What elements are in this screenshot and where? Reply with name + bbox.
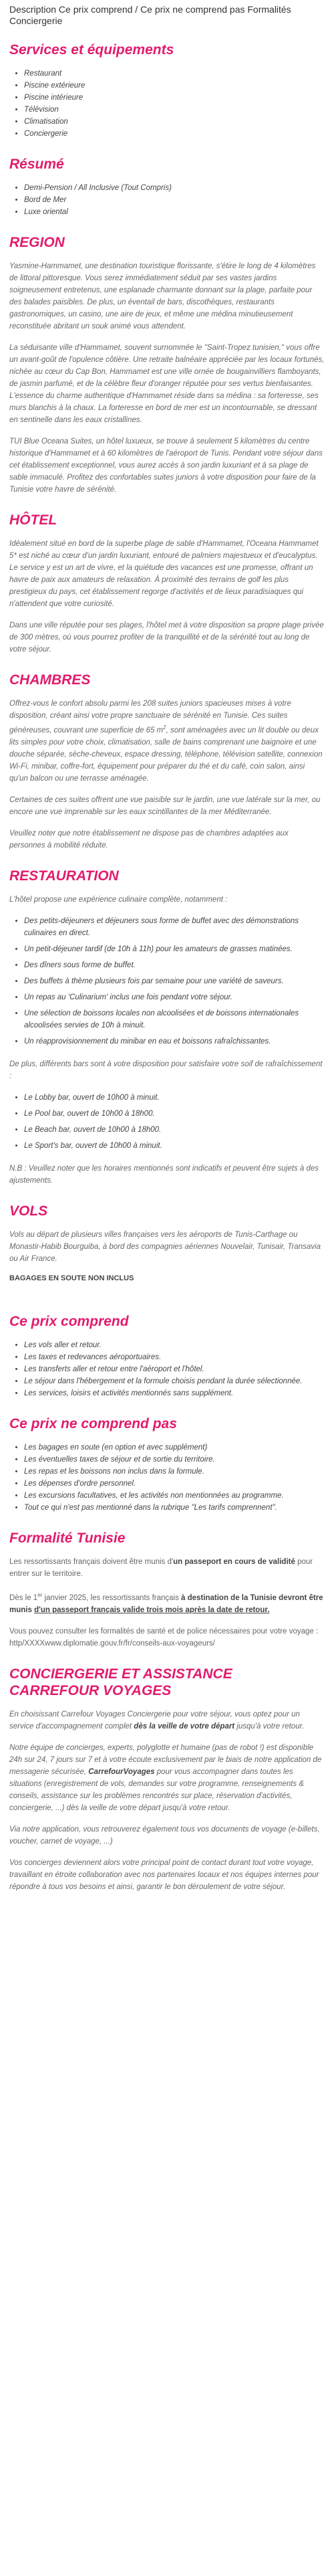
list-item: • Les taxes et redevances aéroportuaires. [24,1351,325,1363]
bars-intro: De plus, différents bars sont à votre disposition pour satisfaire votre soif de rafraîchissement : [9,1060,323,1080]
vols-paragraph: Vols au départ de plusieurs villes françaises vers les aéroports de Tunis-Carthage ou Monastir-Habib Bourguiba, à bord des compagnies aériennes Nouvelair, Tunisair, Transavia ou Air France. [9,1230,321,1263]
list-item: • Restaurant [24,68,325,80]
text-span: , sont aménagées avec un lit double ou deux lits simples pour votre choix, climatisation, salle de bains comprenant une baignoire et une douche séparée, sèche-cheveux, espace dressing, téléphone, télévision satellite, connexion Wi-Fi, minibar, coffre-fort, équipement pour préparer du thé et du café, coin salon, ainsi qu'un balcon ou une terrasse aménagée. [9,726,323,783]
bars-list [9,1092,325,1152]
ne-comprend-title: Ce prix ne comprend pas [9,1415,177,1431]
formalite-paragraph [9,1556,325,1580]
text-span: Offrez-vous le confort absolu parmi les 208 suites juniors spacieuses mises à votre disposition, créant ainsi votre propre sanctuaire de sérénité en Tunisie. Ces suites généreuses, couvrant une superficie de 65 m [9,700,291,734]
chambres-title: CHAMBRES [9,672,91,688]
conciergerie-paragraph: Via notre application, vous retrouverez également tous vos documents de voyage (e-billets, voucher, carnet de voyage, ...) [9,1825,320,1846]
formalite-paragraph [9,1589,325,1616]
baggage-note: BAGAGES EN SOUTE NON INCLUS [9,1274,134,1282]
resume-list [9,182,325,218]
list-item: • Des buffets à thème plusieurs fois par semaine pour une variété de saveurs. [24,975,325,987]
resume-section [9,156,325,218]
region-paragraph: TUI Blue Oceana Suites, un hôtel luxueux, se trouve à seulement 5 kilomètres du centre historique d'Hammamet et à 60 kilomètres de l'aéroport de Tunis. Pendant votre séjour dans cet établissement exceptionnel, vous aurez accès à son jardin luxuriant et à sa plage de sable immaculé. Profitez des confortables suites juniors à votre disposition pour faire de la Tunisie votre havre de sérénité. [9,437,323,494]
comprend-section [9,1313,325,1399]
superscript: 2 [163,724,166,730]
list-item: • Des dîners sous forme de buffet. [24,959,325,971]
comprend-list [9,1339,325,1399]
text-span: Notre équipe de concierges, experts, polyglotte et humaine (pas de robot !) est disponible 24h sur 24, 7 jours sur 7 et à votre écoute exclusivement par le biais de notre application de messagerie sécurisée, [9,1743,322,1776]
list-item: • Les dépenses d'ordre personnel. [24,1478,325,1490]
formalite-section [9,1530,325,1650]
services-title: Services et équipements [9,42,174,58]
list-item: • Tout ce qui n'est pas mentionné dans la rubrique "Les tarifs comprennent". [24,1502,325,1514]
list-item: • Une sélection de boissons locales non alcoolisées et de boissons internationales alcoolisées servies de 10h à minuit. [24,1007,325,1031]
list-item: • Le séjour dans l'hébergement et la formule choisis pendant la durée sélectionnée. [24,1375,325,1387]
list-item: • Les bagages en soute (en option et avec supplément) [24,1442,325,1454]
chambres-paragraph: Veuillez noter que notre établissement ne dispose pas de chambres adaptées aux personnes à mobilité réduite. [9,829,289,850]
resume-title: Résumé [9,157,64,172]
list-item: • Luxe oriental [24,206,325,218]
hotel-paragraph: Idéalement situé en bord de la superbe plage de sable d'Hammamet, l'Oceana Hammamet 5* est niché au cœur d'un jardin luxuriant, entouré de palmiers majestueux et d'eucalyptus. Le service y est un art de vivre, et la quiétude des vacances est une promesse, offrant un havre de paix aux amateurs de relaxation. À proximité des terrains de golf les plus prestigieux du pays, cet établissement regorge d'activités et de lieux paradisiaques qui n'attendent que votre curiosité. [9,540,319,608]
hotel-section [9,512,325,656]
text-span: pour vous accompagner dans toutes les situations (enregistrement de vols, demandes sur votre programme, renseignements & conseils, assistance sur les problèmes rencontrés sur place, réservation d'activités, conciergerie, ...) dès la veille de votre départ jusqu'à votre retour. [9,1767,305,1812]
list-item: • Les repas et les boissons non inclus dans la formule. [24,1466,325,1478]
conciergerie-paragraph [9,1708,325,1732]
text-span: janvier 2025, les ressortissants français [42,1593,182,1602]
ne-comprend-section [9,1415,325,1514]
list-item: • Climatisation [24,116,325,128]
list-item: • Piscine extérieure [24,80,325,92]
list-item: • Bord de Mer [24,194,325,206]
chambres-paragraph: Certaines de ces suites offrent une vue paisible sur le jardin, une vue latérale sur la mer, ou encore une vue imprenable sur les eaux scintillantes de la mer Méditerranée. [9,795,321,816]
list-item: • Le Sport's bar, ouvert de 10h00 à minuit. [24,1140,325,1152]
list-item: • Les vols aller et retour. [24,1339,325,1351]
restauration-note: N.B : Veuillez noter que les horaires mentionnés sont indicatifs et peuvent être sujets à des ajustements. [9,1164,319,1185]
text-span: jusqu'à votre retour. [234,1722,305,1730]
services-list [9,68,325,140]
services-section [9,41,325,140]
superscript: er [37,1591,43,1598]
bold-text: dès la veille de votre départ [134,1722,235,1730]
restauration-list [9,915,325,1048]
formalite-title: Formalité Tunisie [9,1530,126,1546]
text-span: Dès le 1 [9,1593,38,1602]
list-item: • Les transferts aller et retour entre l'aéroport et l'hôtel. [24,1363,325,1375]
tab-summary-line: Description Ce prix comprend / Ce prix ne comprend pas Formalités Conciergerie [9,4,291,26]
bold-text: un passeport en cours de validité [173,1557,295,1566]
bold-underlined-text: d'un passeport français valide trois mois après la date de retour. [34,1605,270,1614]
bold-text: à destination de la Tunisie devront être munis [9,1593,323,1614]
list-item: • Les éventuelles taxes de séjour et de sortie du territoire. [24,1454,325,1466]
conciergerie-title: CONCIERGERIE ET ASSISTANCE CARREFOUR VOYAGES [9,1666,232,1698]
region-title: REGION [9,235,65,250]
list-item: • Un petit-déjeuner tardif (de 10h à 11h) pour les amateurs de grasses matinées. [24,943,325,955]
list-item: • Télévision [24,104,325,116]
list-item: • Conciergerie [24,128,325,140]
list-item: • Un repas au 'Culinarium' inclus une fois pendant votre séjour. [24,991,325,1003]
conciergerie-paragraph: Vos concierges deviennent alors votre principal point de contact durant tout votre voyage, travaillant en étroite collaboration avec nos partenaires locaux et nos équipes internes pour répondre à tous vos besoins et ainsi, garantir le bon déroulement de votre séjour. [9,1858,319,1891]
list-item: • Le Lobby bar, ouvert de 10h00 à minuit. [24,1092,325,1104]
restauration-section [9,868,325,1187]
comprend-title: Ce prix comprend [9,1313,129,1329]
text-span: pour entrer sur le territoire. [9,1557,313,1578]
region-section [9,234,325,496]
text-span: Les ressortissants français doivent être munis d' [9,1557,174,1566]
vols-section [9,1203,325,1282]
text-span: En choisissant Carrefour Voyages Conciergerie pour votre séjour, vous optez pour un service d'accompagnement complet [9,1710,300,1730]
conciergerie-paragraph [9,1742,325,1814]
restauration-intro: L'hôtel propose une expérience culinaire complète, notamment : [9,895,228,904]
vols-title: VOLS [9,1203,48,1219]
list-item: • Les services, loisirs et activités mentionnés sans supplément. [24,1387,325,1399]
hotel-paragraph: Dans une ville réputée pour ses plages, l'hôtel met à votre disposition sa propre plage privée de 300 mètres, où vous pourrez profiter de la tranquillité et de la sérénité tout au long de votre séjour. [9,621,324,654]
list-item: • Des petits-déjeuners et déjeuners sous forme de buffet avec des démonstrations culinaires en direct. [24,915,325,939]
list-item: • Le Pool bar, ouvert de 10h00 à 18h00. [24,1108,325,1120]
conciergerie-section [9,1666,325,1893]
list-item: • Les excursions facultatives, et les activités non mentionnées au programme. [24,1490,325,1502]
region-paragraph: La séduisante ville d'Hammamet, souvent surnommée le "Saint-Tropez tunisien," vous offre un avant-goût de l'opulence côtière. Une retraite balnéaire appréciée par les locaux fortunés, nichée au cœur du Cap Bon, Hammamet est une ville ornée de bougainvilliers flamboyants, de jasmin parfumé, et de la célèbre fleur d'oranger réputée pour ses vertus bienfaisantes. L'essence du charme authentique d'Hammamet réside dans sa médina : sa forteresse, ses murs blanchis à la chaux. La forteresse en bord de mer est un incontournable, se dressant en sentinelle dans les eaux cristallines. [9,344,325,424]
hotel-title: HÔTEL [9,512,57,528]
list-item: • Le Beach bar, ouvert de 10h00 à 18h00. [24,1124,325,1136]
ne-comprend-list [9,1442,325,1514]
chambres-section [9,672,325,852]
list-item: • Un réapprovisionnement du minibar en eau et boissons rafraîchissantes. [24,1035,325,1048]
chambres-paragraph [9,698,325,785]
restauration-title: RESTAURATION [9,868,119,884]
list-item: • Piscine intérieure [24,92,325,104]
region-paragraph: Yasmine-Hammamet, une destination touristique florissante, s'étire le long de 4 kilomètres de littoral pittoresque. Vous serez immédiatement séduit par ses vastes jardins soigneusement entretenus, une esplanade charmante donnant sur la plage, parfaite pour des balades paisibles. De plus, un éventail de bars, discothèques, restaurants gastronomiques, un casino, une aire de jeux, et même une médina minutieusement reconstituée abritant un souk animé vous attendent. [9,262,316,330]
list-item: • Demi-Pension / All Inclusive (Tout Compris) [24,182,325,194]
formalite-link-paragraph: Vous pouvez consulter les formalités de santé et de police nécessaires pour votre voyage : http/XXXXwww.diplomatie.gouv.fr/fr/conseils-aux-voyageurs/ [9,1627,319,1648]
bold-text: CarrefourVoyages [88,1767,155,1776]
